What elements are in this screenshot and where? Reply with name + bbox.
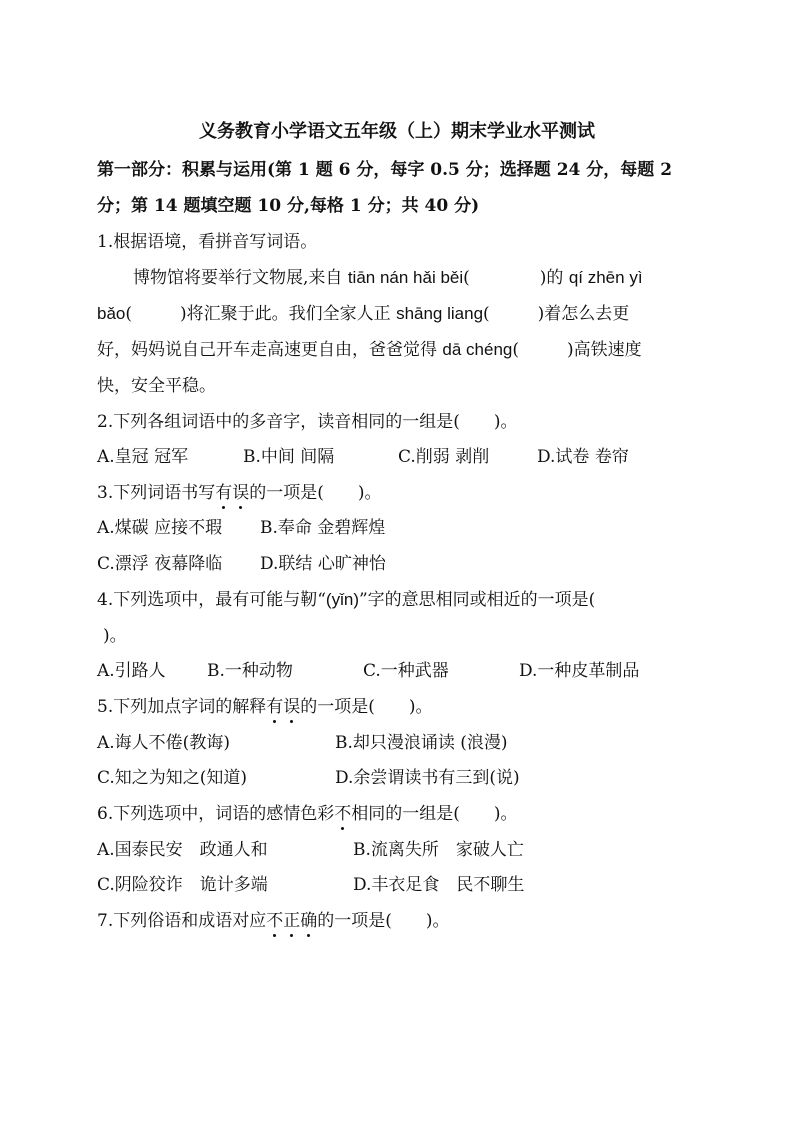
pinyin-2a: qí zhēn yì <box>568 268 643 287</box>
q5-stem: 5.下列加点字词的解释有误的一项是( )。 <box>97 697 433 717</box>
emphasis-char: 误 <box>283 697 301 717</box>
emphasis-char: 误 <box>232 483 250 503</box>
q6-stem: 6.下列选项中，词语的感情色彩不相同的一组是( )。 <box>97 804 518 824</box>
q6-option-b[interactable]: B.流离失所 家破人亡 <box>353 840 524 860</box>
pinyin-3: shāng liang <box>396 304 484 323</box>
emphasis-char: 有 <box>215 483 233 503</box>
q1-line4: 快，安全平稳。 <box>97 376 216 396</box>
q5-option-d[interactable]: D.余尝谓读书有三到(说) <box>335 768 520 788</box>
pinyin-yin: (yǐn) <box>325 590 359 609</box>
q3-option-d[interactable]: D.联结 心旷神怡 <box>260 554 386 574</box>
q4-option-c[interactable]: C.一种武器 <box>363 661 449 681</box>
q4-option-a[interactable]: A.引路人 <box>97 661 166 681</box>
q6-option-d[interactable]: D.丰衣足食 民不聊生 <box>353 875 525 895</box>
emphasis-char: 不 <box>334 804 352 824</box>
q5-option-b[interactable]: B.却只漫浪诵读 (浪漫) <box>335 733 508 753</box>
q2-stem: 2.下列各组词语中的多音字，读音相同的一组是( )。 <box>97 412 518 432</box>
q2-option-a[interactable]: A.皇冠 冠军 <box>97 447 189 467</box>
q3-option-b[interactable]: B.奉命 金碧辉煌 <box>260 518 386 538</box>
q4-option-d[interactable]: D.一种皮革制品 <box>519 661 640 681</box>
pinyin-1: tiān nán hǎi běi <box>347 268 464 287</box>
part1-heading-line1: 第一部分：积累与运用(第 1 题 6 分，每字 0.5 分；选择题 24 分，每题 2 <box>97 160 673 180</box>
q2-option-c[interactable]: C.削弱 剥削 <box>398 447 490 467</box>
q1-line1: 博物馆将要举行文物展,来自 tiān nán hǎi běi( )的 qí zhēn yì <box>133 268 643 288</box>
q2-option-d[interactable]: D.试卷 卷帘 <box>537 447 629 467</box>
q5-option-a[interactable]: A.诲人不倦(教诲) <box>97 733 230 753</box>
q3-option-a[interactable]: A.煤碳 应接不瑕 <box>97 518 223 538</box>
q5-option-c[interactable]: C.知之为知之(知道) <box>97 768 248 788</box>
q3-option-c[interactable]: C.漂浮 夜幕降临 <box>97 554 223 574</box>
q7-stem: 7.下列俗语和成语对应不正确的一项是( )。 <box>97 911 450 931</box>
q4-option-b[interactable]: B.一种动物 <box>207 661 293 681</box>
q1-stem: 1.根据语境，看拼音写词语。 <box>97 232 318 252</box>
emphasis-char: 有 <box>266 697 284 717</box>
q6-option-a[interactable]: A.国泰民安 政通人和 <box>97 840 268 860</box>
q2-option-b[interactable]: B.中间 间隔 <box>243 447 335 467</box>
q1-line3: 好，妈妈说自己开车走高速更自由，爸爸觉得 dā chéng( )高铁速度 <box>97 340 642 360</box>
page-title: 义务教育小学语文五年级（上）期末学业水平测试 <box>199 121 595 142</box>
pinyin-4: dā chéng <box>442 340 513 359</box>
q4-stem: 4.下列选项中，最有可能与靭“(yǐn)”字的意思相同或相近的一项是( <box>97 590 596 610</box>
emphasis-char: 确 <box>300 911 318 931</box>
q6-option-c[interactable]: C.阴险狡诈 诡计多端 <box>97 875 268 895</box>
emphasis-char: 不 <box>266 911 284 931</box>
part1-heading-line2: 分；第 14 题填空题 10 分,每格 1 分；共 40 分) <box>97 196 480 216</box>
q4-stem-end: )。 <box>103 626 127 646</box>
q1-line2: bǎo( )将汇聚于此。我们全家人正 shāng liang( )着怎么去更 <box>97 304 630 324</box>
emphasis-char: 正 <box>283 911 301 931</box>
pinyin-2b: bǎo <box>97 304 126 323</box>
q3-stem: 3.下列词语书写有误的一项是( )。 <box>97 483 382 503</box>
